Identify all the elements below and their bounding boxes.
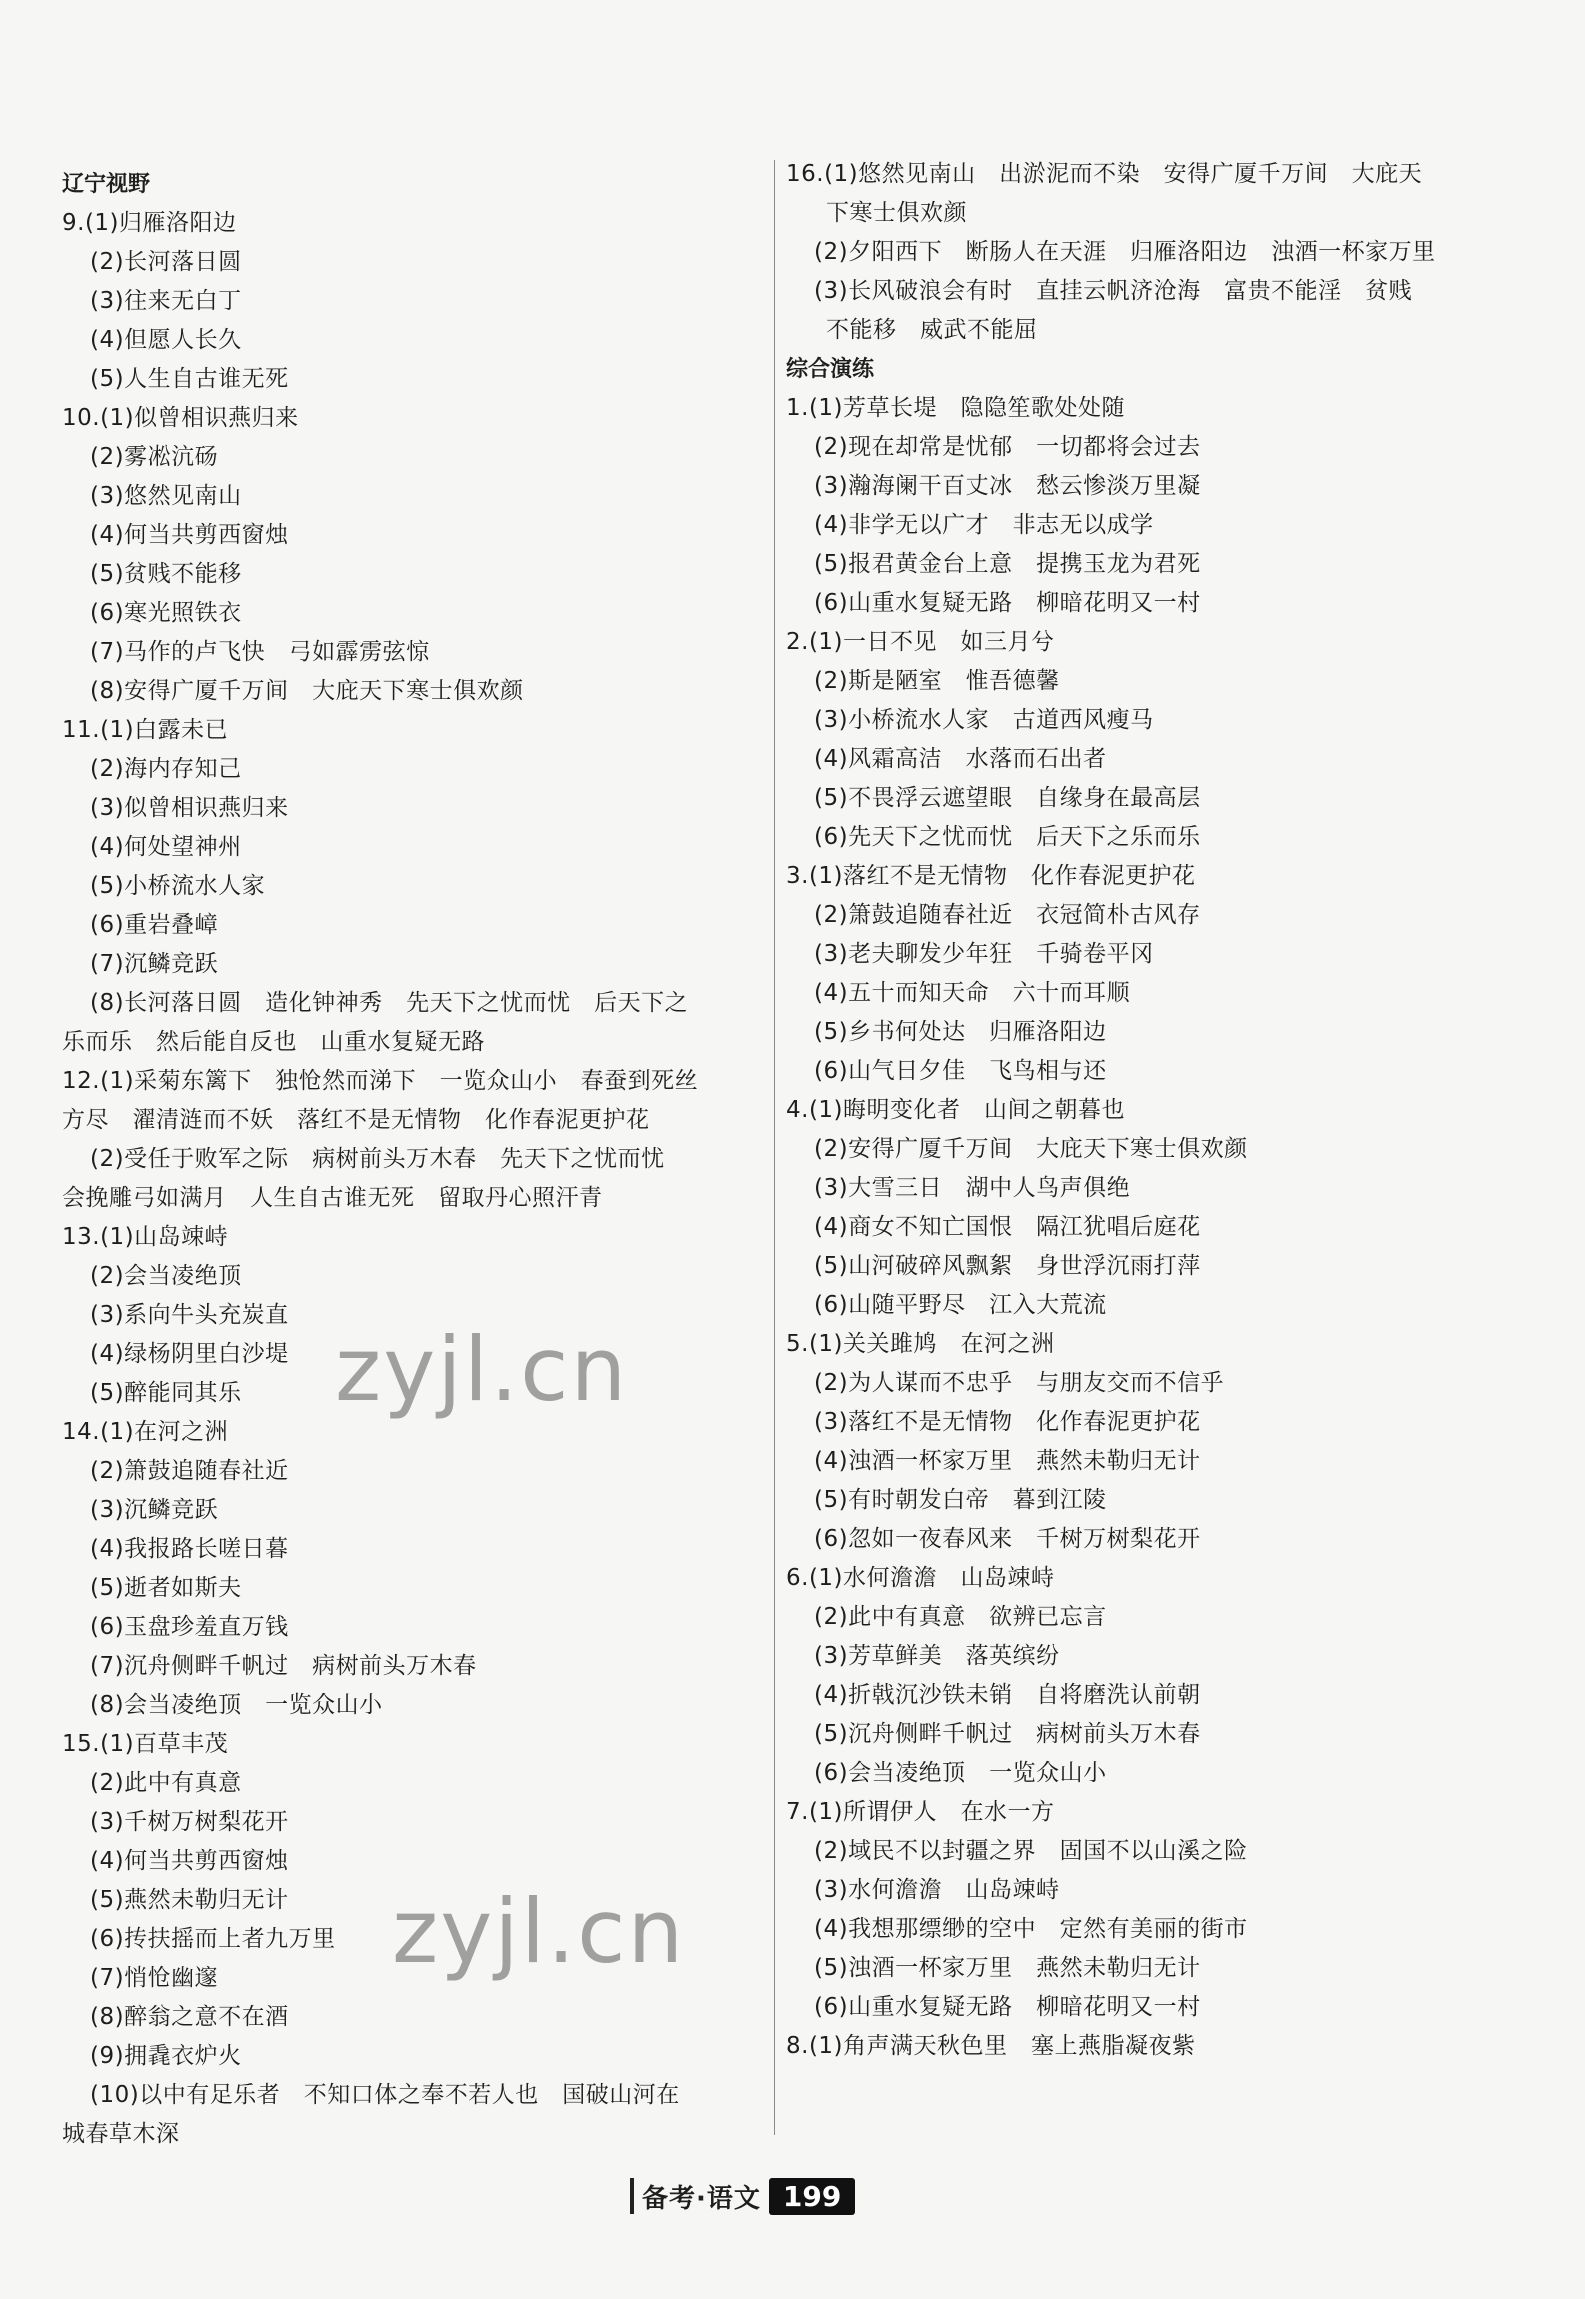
answer-line: (3)千树万树梨花开: [90, 1809, 289, 1835]
answer-line: (2)雾凇沆砀: [90, 444, 219, 470]
question-item: 8.(1)角声满天秋色里 塞上燕脂凝夜紫: [786, 2033, 1196, 2059]
left-answer-list: [62, 204, 762, 2154]
answer-line: (6)寒光照铁衣: [90, 600, 242, 626]
column-divider: [774, 160, 775, 2135]
answer-line: (3)似曾相识燕归来: [90, 795, 289, 821]
answer-line: (2)现在却常是忧郁 一切都将会过去: [814, 434, 1201, 460]
answer-line: (10)以中有足乐者 不知口体之奉不若人也 国破山河在: [90, 2082, 680, 2108]
answer-line: (6)山气日夕佳 飞鸟相与还: [814, 1058, 1107, 1084]
answer-line: (6)玉盘珍羞直万钱: [90, 1614, 289, 1640]
answer-line: (4)但愿人长久: [90, 327, 242, 353]
answer-line: (2)域民不以封疆之界 固国不以山溪之险: [814, 1838, 1248, 1864]
answer-line: (4)五十而知天命 六十而耳顺: [814, 980, 1131, 1006]
answer-line: (9)拥毳衣炉火: [90, 2043, 242, 2069]
answer-line: (2)海内存知己: [90, 756, 242, 782]
question-item: 9.(1)归雁洛阳边: [62, 210, 237, 236]
footer-label: 备考·语文: [642, 2183, 761, 2214]
answer-line: (3)悠然见南山: [90, 483, 242, 509]
answer-line: (8)安得广厦千万间 大庇天下寒士俱欢颜: [90, 678, 524, 704]
answer-line: (2)此中有真意 欲辨已忘言: [814, 1604, 1107, 1630]
answer-line: (6)山重水复疑无路 柳暗花明又一村: [814, 1994, 1201, 2020]
question-item: 2.(1)一日不见 如三月兮: [786, 629, 1055, 655]
answer-line: (4)我想那缥缈的空中 定然有美丽的街市: [814, 1916, 1248, 1942]
answer-line: (6)山重水复疑无路 柳暗花明又一村: [814, 590, 1201, 616]
question-item: 6.(1)水何澹澹 山岛竦峙: [786, 1565, 1055, 1591]
answer-line: (2)为人谋而不忠乎 与朋友交而不信乎: [814, 1370, 1225, 1396]
answer-line: (3)沉鳞竞跃: [90, 1497, 219, 1523]
answer-line: (3)瀚海阑干百丈冰 愁云惨淡万里凝: [814, 473, 1201, 499]
answer-line: (7)马作的卢飞快 弓如霹雳弦惊: [90, 639, 430, 665]
answer-line: (7)沉舟侧畔千帆过 病树前头万木春: [90, 1653, 477, 1679]
answer-line: (7)沉鳞竞跃: [90, 951, 219, 977]
answer-line: (4)风霜高洁 水落而石出者: [814, 746, 1107, 772]
watermark: zyjl.cn: [335, 1318, 629, 1421]
answer-line: 方尽 濯清涟而不妖 落红不是无情物 化作春泥更护花: [62, 1107, 650, 1133]
question-item: 5.(1)关关雎鸠 在河之洲: [786, 1331, 1055, 1357]
question-item: 4.(1)晦明变化者 山间之朝暮也: [786, 1097, 1126, 1123]
answer-line: (3)水何澹澹 山岛竦峙: [814, 1877, 1060, 1903]
section-title-comprehensive: 综合演练: [786, 357, 875, 382]
answer-line: (5)醉能同其乐: [90, 1380, 242, 1406]
answer-line: (5)报君黄金台上意 提携玉龙为君死: [814, 551, 1201, 577]
answer-line: (3)芳草鲜美 落英缤纷: [814, 1643, 1060, 1669]
answer-line: (6)重岩叠嶂: [90, 912, 219, 938]
section-title-liaoning: 辽宁视野: [62, 172, 151, 197]
answer-line: (2)箫鼓追随春社近 衣冠简朴古风存: [814, 902, 1201, 928]
answer-line: (6)山随平野尽 江入大荒流: [814, 1292, 1107, 1318]
answer-line: (5)有时朝发白帝 暮到江陵: [814, 1487, 1107, 1513]
answer-line: (5)沉舟侧畔千帆过 病树前头万木春: [814, 1721, 1201, 1747]
answer-line: (4)何当共剪西窗烛: [90, 1848, 289, 1874]
footer-bar: [630, 2178, 634, 2214]
answer-line: (8)长河落日圆 造化钟神秀 先天下之忧而忧 后天下之: [90, 990, 689, 1016]
answer-line: (4)我报路长嗟日暮: [90, 1536, 289, 1562]
answer-line: (2)夕阳西下 断肠人在天涯 归雁洛阳边 浊酒一杯家万里: [814, 239, 1436, 265]
answer-line: (4)折戟沉沙铁未销 自将磨洗认前朝: [814, 1682, 1201, 1708]
question-item: 11.(1)白露未已: [62, 717, 229, 743]
answer-line: (5)逝者如斯夫: [90, 1575, 242, 1601]
answer-line: (4)何处望神州: [90, 834, 242, 860]
question-item: 10.(1)似曾相识燕归来: [62, 405, 299, 431]
question-item: 7.(1)所谓伊人 在水一方: [786, 1799, 1055, 1825]
answer-line: (5)不畏浮云遮望眼 自缘身在最高层: [814, 785, 1201, 811]
page-number: 199: [769, 2178, 855, 2215]
question-item: 1.(1)芳草长堤 隐隐笙歌处处随: [786, 395, 1126, 421]
answer-line: (3)大雪三日 湖中人鸟声俱绝: [814, 1175, 1131, 1201]
question-item: 3.(1)落红不是无情物 化作春泥更护花: [786, 863, 1196, 889]
answer-line: (5)燕然未勒归无计: [90, 1887, 289, 1913]
answer-line: 城春草木深: [62, 2121, 180, 2147]
answer-line: (2)箫鼓追随春社近: [90, 1458, 289, 1484]
question-item: 13.(1)山岛竦峙: [62, 1224, 229, 1250]
answer-line: (7)悄怆幽邃: [90, 1965, 219, 1991]
answer-line: 下寒士俱欢颜: [826, 200, 967, 226]
answer-line: (4)非学无以广才 非志无以成学: [814, 512, 1154, 538]
answer-line: (4)浊酒一杯家万里 燕然未勒归无计: [814, 1448, 1201, 1474]
answer-line: (3)小桥流水人家 古道西风瘦马: [814, 707, 1154, 733]
left-column: [62, 165, 762, 2154]
answer-line: (2)安得广厦千万间 大庇天下寒士俱欢颜: [814, 1136, 1248, 1162]
answer-line: (3)系向牛头充炭直: [90, 1302, 289, 1328]
answer-line: (8)醉翁之意不在酒: [90, 2004, 289, 2030]
answer-line: (2)长河落日圆: [90, 249, 242, 275]
question-item: 12.(1)采菊东篱下 独怆然而涕下 一览众山小 春蚕到死丝: [62, 1068, 699, 1094]
answer-line: (2)此中有真意: [90, 1770, 242, 1796]
answer-line: (3)老夫聊发少年狂 千骑卷平冈: [814, 941, 1154, 967]
answer-line: (5)贫贱不能移: [90, 561, 242, 587]
right-answer-list: [786, 389, 1486, 2066]
answer-line: (5)小桥流水人家: [90, 873, 266, 899]
answer-line: (5)乡书何处达 归雁洛阳边: [814, 1019, 1107, 1045]
right-column: [786, 155, 1486, 2066]
answer-line: (3)落红不是无情物 化作春泥更护花: [814, 1409, 1201, 1435]
answer-line: (8)会当凌绝顶 一览众山小: [90, 1692, 383, 1718]
answer-line: (5)山河破碎风飘絮 身世浮沉雨打萍: [814, 1253, 1201, 1279]
answer-line: (6)会当凌绝顶 一览众山小: [814, 1760, 1107, 1786]
answer-line: 不能移 威武不能屈: [826, 317, 1038, 343]
answer-line: (3)往来无白丁: [90, 288, 242, 314]
answer-line: (4)何当共剪西窗烛: [90, 522, 289, 548]
answer-line: 乐而乐 然后能自反也 山重水复疑无路: [62, 1029, 485, 1055]
answer-line: (6)忽如一夜春风来 千树万树梨花开: [814, 1526, 1201, 1552]
answer-line: (2)会当凌绝顶: [90, 1263, 242, 1289]
question-item: 15.(1)百草丰茂: [62, 1731, 229, 1757]
answer-line: (6)先天下之忧而忧 后天下之乐而乐: [814, 824, 1201, 850]
right-top-answer-list: [786, 155, 1486, 350]
answer-line: (4)绿杨阴里白沙堤: [90, 1341, 289, 1367]
question-item: 14.(1)在河之洲: [62, 1419, 229, 1445]
answer-line: (6)抟扶摇而上者九万里: [90, 1926, 336, 1952]
watermark: zyjl.cn: [392, 1880, 686, 1983]
answer-line: (5)浊酒一杯家万里 燕然未勒归无计: [814, 1955, 1201, 1981]
page-footer: [630, 2176, 855, 2216]
answer-line: (3)长风破浪会有时 直挂云帆济沧海 富贵不能淫 贫贱: [814, 278, 1413, 304]
answer-line: (2)受任于败军之际 病树前头万木春 先天下之忧而忧: [90, 1146, 665, 1172]
question-item: 16.(1)悠然见南山 出淤泥而不染 安得广厦千万间 大庇天: [786, 161, 1423, 187]
answer-line: (4)商女不知亡国恨 隔江犹唱后庭花: [814, 1214, 1201, 1240]
answer-line: (5)人生自古谁无死: [90, 366, 289, 392]
answer-line: (2)斯是陋室 惟吾德馨: [814, 668, 1060, 694]
answer-line: 会挽雕弓如满月 人生自古谁无死 留取丹心照汗青: [62, 1185, 603, 1211]
